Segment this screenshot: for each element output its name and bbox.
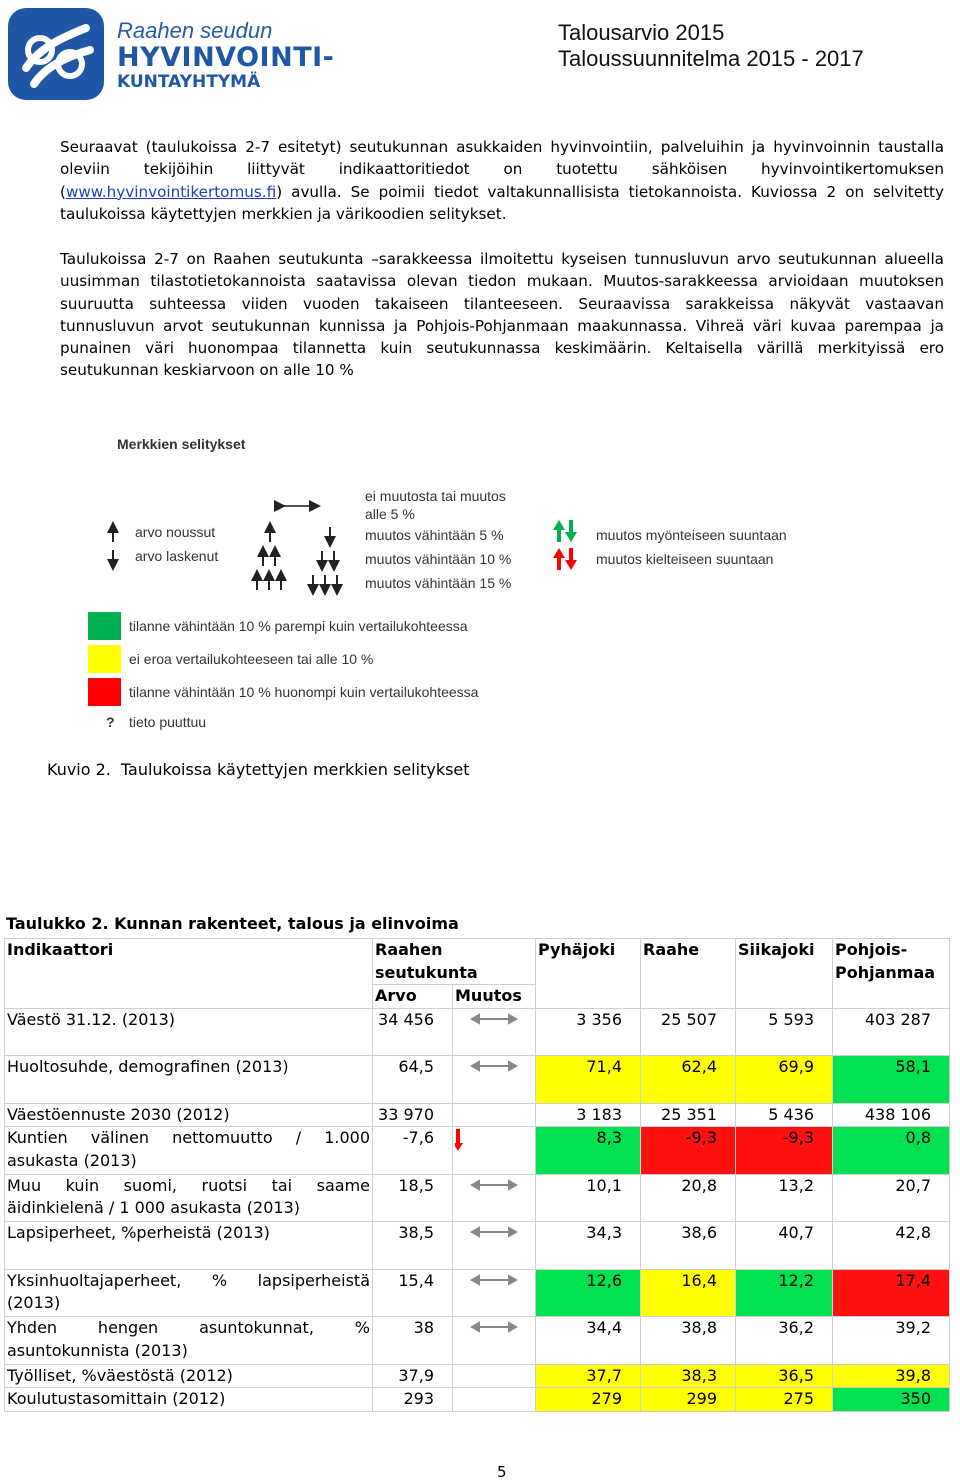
legend-no-change-line1: ei muutosta tai muutos <box>365 488 506 504</box>
row-region-value: 37,9 <box>373 1364 453 1388</box>
table-row <box>5 1364 950 1388</box>
no-change-arrow-icon <box>466 1056 522 1096</box>
header-region: Raahen seutukunta <box>373 939 536 985</box>
intro-text-b: ) avulla. Se poimii tiedot valtakunnallisista tietokannoista. Kuviossa 2 on selvitetty taulukoissa käytettyjen merkkien ja värikoodien selitykset. <box>60 182 944 223</box>
header-c4: Pohjois-Pohjanmaa <box>833 939 950 1009</box>
down-10-arrow-icon <box>322 551 334 566</box>
row-change-cell <box>453 1269 536 1317</box>
negative-change-icon <box>553 548 577 570</box>
header-c2: Raahe <box>641 939 736 1009</box>
row-c2-value: 38,3 <box>641 1364 736 1388</box>
legend-no-change-line2: alle 5 % <box>365 506 415 522</box>
row-c1-value: 34,4 <box>536 1317 641 1365</box>
row-c4-value: 403 287 <box>833 1008 950 1056</box>
row-c2-value: 20,8 <box>641 1174 736 1222</box>
legend-missing-label: tieto puuttuu <box>129 714 207 730</box>
row-region-value: 38,5 <box>373 1222 453 1270</box>
logo-text-line3: KUNTAYHTYMÄ <box>117 72 261 92</box>
header-title-budget: Talousarvio 2015 <box>558 20 725 45</box>
row-indicator-label: Huoltosuhde, demografinen (2013) <box>5 1056 373 1104</box>
row-region-value: -7,6 <box>373 1127 453 1175</box>
row-c1-value: 3 183 <box>536 1103 641 1127</box>
legend-figure <box>100 430 860 740</box>
row-c3-value: 13,2 <box>736 1174 833 1222</box>
no-change-arrow-icon <box>466 1009 522 1049</box>
row-c4-value: 42,8 <box>833 1222 950 1270</box>
no-change-arrow-icon <box>466 1270 522 1310</box>
row-change-cell <box>453 1364 536 1388</box>
table-row <box>5 1127 950 1175</box>
figure-caption <box>47 760 470 779</box>
table-header-row <box>5 939 950 985</box>
row-c3-value: 5 593 <box>736 1008 833 1056</box>
row-c3-value: -9,3 <box>736 1127 833 1175</box>
row-c1-value: 12,6 <box>536 1269 641 1317</box>
row-c1-value: 71,4 <box>536 1056 641 1104</box>
row-region-value: 33 970 <box>373 1103 453 1127</box>
row-c4-value: 58,1 <box>833 1056 950 1104</box>
row-c1-value: 279 <box>536 1388 641 1412</box>
missing-mark: ? <box>106 714 115 730</box>
row-c1-value: 8,3 <box>536 1127 641 1175</box>
row-indicator-label: Yhden hengen asuntokunnat, % asuntokunnista (2013) <box>5 1317 373 1365</box>
table-row <box>5 1103 950 1127</box>
row-c4-value: 438 106 <box>833 1103 950 1127</box>
row-c1-value: 3 356 <box>536 1008 641 1056</box>
row-c2-value: 16,4 <box>641 1269 736 1317</box>
legend-min10-label: muutos vähintään 10 % <box>365 551 512 567</box>
header-change: Muutos <box>453 985 536 1009</box>
row-change-cell <box>453 1388 536 1412</box>
row-indicator-label: Työlliset, %väestöstä (2012) <box>5 1364 373 1388</box>
intro-text-a: Seuraavat (taulukoissa 2-7 esitetyt) seutukunnan asukkaiden hyvinvointiin, palveluihin ja hyvinvoinnin taustalla oleviin tekijöihin liittyvät indikaattoritiedot on tuotettu sähköisen hyvinvointikertomuksen ( <box>60 138 944 201</box>
table-title: Taulukko 2. Kunnan rakenteet, talous ja elinvoima <box>6 914 459 933</box>
legend-red-label: tilanne vähintään 10 % huonompi kuin vertailukohteessa <box>129 684 479 700</box>
header-c1: Pyhäjoki <box>536 939 641 1009</box>
no-change-arrow-icon <box>466 1222 522 1262</box>
legend-negative-label: muutos kielteiseen suuntaan <box>596 551 774 567</box>
table-row <box>5 1317 950 1365</box>
row-c3-value: 36,5 <box>736 1364 833 1388</box>
table-row <box>5 1056 950 1104</box>
down-15-arrow-icon <box>313 575 337 590</box>
row-region-value: 18,5 <box>373 1174 453 1222</box>
row-region-value: 64,5 <box>373 1056 453 1104</box>
row-c2-value: 25 507 <box>641 1008 736 1056</box>
no-change-arrow-icon <box>466 1317 522 1357</box>
explanation-paragraph: Taulukoissa 2-7 on Raahen seutukunta –sarakkeessa ilmoitettu kyseisen tunnusluvun arvo seutukunnan alueella uusimman tilastotietokannoista saatavissa olevan tiedon mukaan. Muutos-sarakkeessa arvioidaan muutoksen suuruutta suhteessa viiden vuoden takaiseen tilanteeseen. Seuraavissa sarakkeissa näkyvät vastaavan tunnusluvun arvot seutukunnan kunnissa ja Pohjois-Pohjanmaan maakunnassa. Vihreä väri kuvaa parempaa ja punainen väri huonompaa tilannetta kuin seutukunnassa keskimäärin. Keltaisella värillä merkityissä ero seutukunnan keskiarvoon on alle 10 % <box>60 250 944 380</box>
green-swatch <box>88 612 121 640</box>
positive-change-icon <box>553 520 577 542</box>
row-c2-value: 38,8 <box>641 1317 736 1365</box>
yellow-swatch <box>88 645 121 673</box>
row-c3-value: 40,7 <box>736 1222 833 1270</box>
welfare-report-link[interactable]: www.hyvinvointikertomus.fi <box>65 182 277 201</box>
legend-title: Merkkien selitykset <box>117 436 246 452</box>
row-indicator-label: Koulutustasomittain (2012) <box>5 1388 373 1412</box>
row-region-value: 38 <box>373 1317 453 1365</box>
up-10-arrow-icon <box>263 551 275 566</box>
header-title-plan: Taloussuunnitelma 2015 - 2017 <box>558 46 864 71</box>
row-c4-value: 39,2 <box>833 1317 950 1365</box>
row-indicator-label: Muu kuin suomi, ruotsi tai saame äidinkielenä / 1 000 asukasta (2013) <box>5 1174 373 1222</box>
red-swatch <box>88 678 121 706</box>
table-row <box>5 1222 950 1270</box>
table-row <box>5 1008 950 1056</box>
row-change-cell <box>453 1103 536 1127</box>
row-region-value: 34 456 <box>373 1008 453 1056</box>
legend-up-label: arvo noussut <box>135 524 216 540</box>
table-row <box>5 1269 950 1317</box>
row-change-cell <box>453 1222 536 1270</box>
row-c4-value: 39,8 <box>833 1364 950 1388</box>
row-c4-value: 20,7 <box>833 1174 950 1222</box>
legend-yellow-label: ei eroa vertailukohteeseen tai alle 10 % <box>129 651 374 667</box>
logo-mark <box>6 6 106 102</box>
row-c2-value: 25 351 <box>641 1103 736 1127</box>
row-c3-value: 69,9 <box>736 1056 833 1104</box>
row-indicator-label: Kuntien välinen nettomuutto / 1.000 asukasta (2013) <box>5 1127 373 1175</box>
figure-caption-text: Taulukoissa käytettyjen merkkien selitykset <box>120 760 470 779</box>
row-c2-value: 62,4 <box>641 1056 736 1104</box>
legend-min15-label: muutos vähintään 15 % <box>365 575 512 591</box>
row-indicator-label: Lapsiperheet, %perheistä (2013) <box>5 1222 373 1270</box>
legend-green-label: tilanne vähintään 10 % parempi kuin vertailukohteessa <box>129 618 468 634</box>
row-indicator-label: Yksinhuoltajaperheet, % lapsiperheistä (2013) <box>5 1269 373 1317</box>
indicator-table <box>4 938 950 1412</box>
legend-down-label: arvo laskenut <box>135 548 219 564</box>
table-row <box>5 1174 950 1222</box>
row-c2-value: 299 <box>641 1388 736 1412</box>
row-c3-value: 5 436 <box>736 1103 833 1127</box>
row-change-cell <box>453 1174 536 1222</box>
row-c3-value: 275 <box>736 1388 833 1412</box>
row-region-value: 293 <box>373 1388 453 1412</box>
row-c1-value: 10,1 <box>536 1174 641 1222</box>
row-c4-value: 350 <box>833 1388 950 1412</box>
header-indicator: Indikaattori <box>5 939 373 1009</box>
figure-caption-label: Kuvio 2. <box>47 760 111 779</box>
page-number: 5 <box>497 1463 507 1481</box>
row-indicator-label: Väestöennuste 2030 (2012) <box>5 1103 373 1127</box>
legend-positive-label: muutos myönteiseen suuntaan <box>596 527 787 543</box>
logo-text-line1: Raahen seudun <box>117 18 273 43</box>
row-c3-value: 36,2 <box>736 1317 833 1365</box>
row-c1-value: 34,3 <box>536 1222 641 1270</box>
header-value: Arvo <box>373 985 453 1009</box>
intro-paragraph <box>60 136 944 225</box>
up-15-arrow-icon <box>257 575 281 590</box>
row-change-cell <box>453 1056 536 1104</box>
row-c3-value: 12,2 <box>736 1269 833 1317</box>
row-change-cell <box>453 1008 536 1056</box>
no-change-arrow-icon <box>466 1175 522 1215</box>
row-indicator-label: Väestö 31.12. (2013) <box>5 1008 373 1056</box>
legend-min5-label: muutos vähintään 5 % <box>365 527 504 543</box>
red-down-arrow-icon <box>455 1127 511 1167</box>
row-region-value: 15,4 <box>373 1269 453 1317</box>
header-c3: Siikajoki <box>736 939 833 1009</box>
row-c4-value: 17,4 <box>833 1269 950 1317</box>
row-c2-value: -9,3 <box>641 1127 736 1175</box>
logo-text-line2: HYVINVOINTI- <box>117 42 335 73</box>
row-c4-value: 0,8 <box>833 1127 950 1175</box>
row-c1-value: 37,7 <box>536 1364 641 1388</box>
row-c2-value: 38,6 <box>641 1222 736 1270</box>
row-change-cell <box>453 1127 536 1175</box>
table-row <box>5 1388 950 1412</box>
row-change-cell <box>453 1317 536 1365</box>
